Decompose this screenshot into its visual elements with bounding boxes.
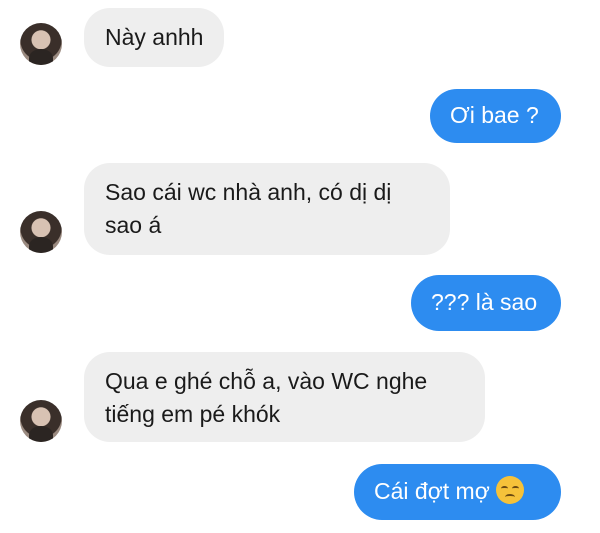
message-text-line: Sao cái wc nhà anh, có dị dị <box>105 179 392 205</box>
message-text-line: tiếng em pé khók <box>105 401 281 427</box>
contact-avatar[interactable] <box>20 400 62 442</box>
message-text-line: Qua e ghé chỗ a, vào WC nghe <box>105 368 428 394</box>
incoming-message-bubble[interactable] <box>84 352 485 442</box>
message-text: Ơi bae ? <box>450 102 539 128</box>
message-text: Này anhh <box>105 24 204 50</box>
outgoing-message-bubble[interactable] <box>430 89 561 143</box>
message-text: Cái đợt mợ <box>374 478 490 504</box>
contact-avatar[interactable] <box>20 23 62 65</box>
contact-avatar[interactable] <box>20 211 62 253</box>
incoming-message-bubble[interactable] <box>84 163 450 255</box>
incoming-message-bubble[interactable] <box>84 8 224 67</box>
disappointed-face-icon <box>496 476 524 504</box>
message-text: ??? là sao <box>431 289 538 315</box>
outgoing-message-bubble[interactable] <box>354 464 561 520</box>
message-text-line: sao á <box>105 212 162 238</box>
outgoing-message-bubble[interactable] <box>411 275 561 331</box>
